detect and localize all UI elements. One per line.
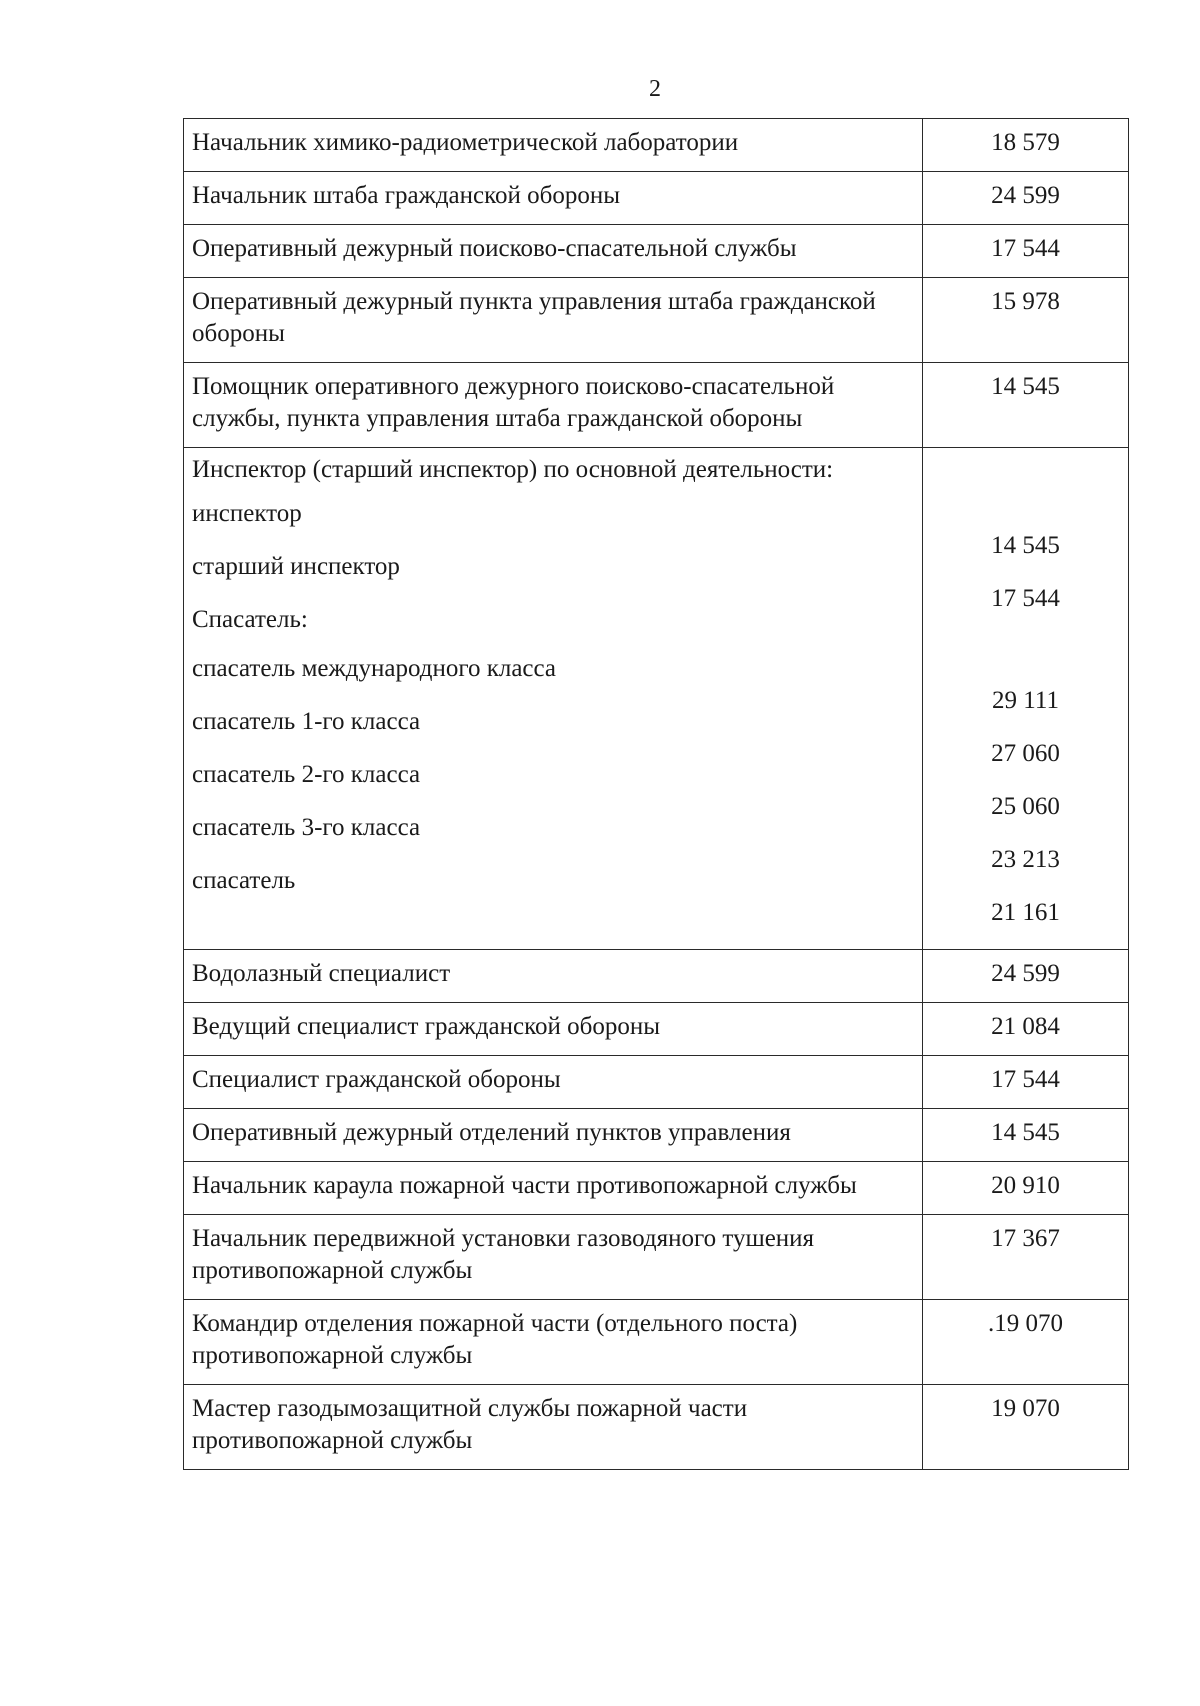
page-number: 2 xyxy=(649,76,661,102)
position-name: Помощник оперативного дежурного поисково-спасательной службы, пункта управления штаба гражданской обороны xyxy=(184,363,923,448)
table-row xyxy=(184,1003,1129,1056)
position-name: Оперативный дежурный пункта управления штаба гражданской обороны xyxy=(184,278,923,363)
table-row xyxy=(184,1300,1129,1385)
table-row xyxy=(184,1109,1129,1162)
group-values xyxy=(923,448,1129,950)
salary-value: 14 545 xyxy=(923,1109,1129,1162)
position-name: Специалист гражданской обороны xyxy=(184,1056,923,1109)
salary-value: 15 978 xyxy=(923,278,1129,363)
position-name: спасатель 3-го класса xyxy=(192,814,421,841)
salary-value: 24 599 xyxy=(923,950,1129,1003)
salary-value: 17 544 xyxy=(991,585,1060,612)
table-row xyxy=(184,363,1129,448)
sub-row xyxy=(192,812,914,865)
sub-row xyxy=(192,865,914,909)
position-name: спасатель 1-го класса xyxy=(192,708,421,735)
table-row xyxy=(184,172,1129,225)
spacer xyxy=(923,636,1128,685)
salary-value: 14 545 xyxy=(923,363,1129,448)
salary-value: 17 544 xyxy=(923,225,1129,278)
position-name: спасатель xyxy=(192,867,296,894)
sub-row xyxy=(192,706,914,759)
salary-value: 20 910 xyxy=(923,1162,1129,1215)
position-name: спасатель международного класса xyxy=(192,655,557,682)
spacer xyxy=(923,454,1128,530)
sub-row xyxy=(192,759,914,812)
salary-value: 17 367 xyxy=(923,1215,1129,1300)
table-row xyxy=(184,1215,1129,1300)
table-row xyxy=(184,278,1129,363)
position-name: Начальник передвижной установки газоводяного тушения противопожарной службы xyxy=(184,1215,923,1300)
position-name: старший инспектор xyxy=(192,553,400,580)
salary-value: 14 545 xyxy=(991,532,1060,559)
table-row xyxy=(184,950,1129,1003)
sub-row xyxy=(192,498,914,551)
salary-value: 27 060 xyxy=(991,740,1060,767)
salary-value: .19 070 xyxy=(923,1300,1129,1385)
salary-value: 19 070 xyxy=(923,1385,1129,1470)
sub-row xyxy=(192,653,914,706)
group-title-rescuer: Спасатель: xyxy=(192,606,308,633)
position-name: Ведущий специалист гражданской обороны xyxy=(184,1003,923,1056)
table-row xyxy=(184,1056,1129,1109)
salary-value: 18 579 xyxy=(923,119,1129,172)
table-row-group xyxy=(184,448,1129,950)
position-name: Начальник караула пожарной части противопожарной службы xyxy=(184,1162,923,1215)
sub-row xyxy=(192,551,914,604)
salary-value: 17 544 xyxy=(923,1056,1129,1109)
position-name: Оперативный дежурный поисково-спасательной службы xyxy=(184,225,923,278)
position-name: спасатель 2-го класса xyxy=(192,761,421,788)
salary-value: 23 213 xyxy=(991,846,1060,873)
position-name: Командир отделения пожарной части (отдельного поста) противопожарной службы xyxy=(184,1300,923,1385)
salary-value: 24 599 xyxy=(923,172,1129,225)
table-row xyxy=(184,119,1129,172)
position-name: Оперативный дежурный отделений пунктов управления xyxy=(184,1109,923,1162)
salary-table xyxy=(183,118,1129,1470)
position-name: Начальник штаба гражданской обороны xyxy=(184,172,923,225)
salary-value: 25 060 xyxy=(991,793,1060,820)
position-name: Мастер газодымозащитной службы пожарной части противопожарной службы xyxy=(184,1385,923,1470)
salary-value: 21 161 xyxy=(991,899,1060,926)
position-name: Начальник химико-радиометрической лаборатории xyxy=(184,119,923,172)
table-row xyxy=(184,1385,1129,1470)
position-name: Водолазный специалист xyxy=(184,950,923,1003)
position-group xyxy=(184,448,923,950)
group-title-inspector: Инспектор (старший инспектор) по основной деятельности: xyxy=(192,456,834,483)
table-row xyxy=(184,1162,1129,1215)
salary-value: 29 111 xyxy=(992,687,1059,714)
salary-value: 21 084 xyxy=(923,1003,1129,1056)
table-row xyxy=(184,225,1129,278)
position-name: инспектор xyxy=(192,500,302,527)
